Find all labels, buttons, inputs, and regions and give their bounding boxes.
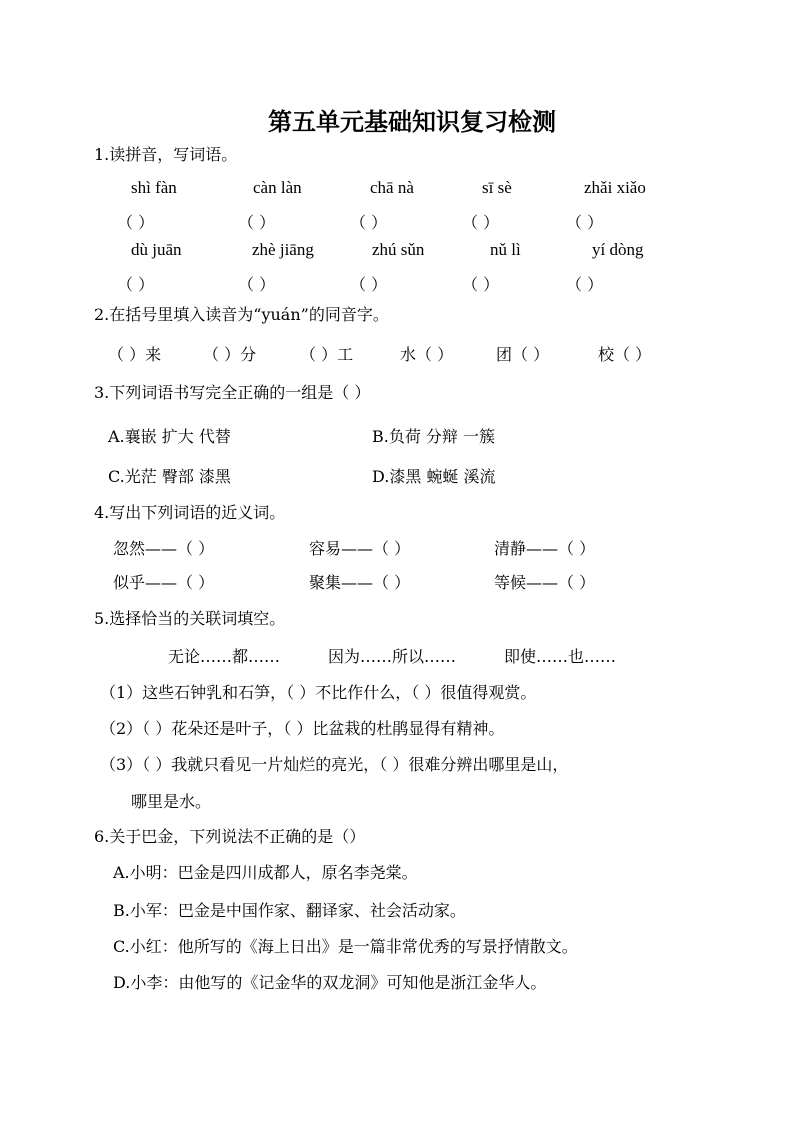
q4-item-6[interactable]: 等候——（ ） (494, 573, 596, 592)
q1-pinyin-3: chā nà (370, 178, 414, 197)
q3-prompt: 3.下列词语书写完全正确的一组是（ ） (94, 383, 371, 402)
q1-pinyin-6: dù juān (131, 240, 182, 259)
q3-option-c[interactable]: C.光茫 臀部 漆黑 (108, 467, 231, 486)
q1-blank[interactable]: （ ） (566, 275, 604, 294)
q4-item-4[interactable]: 似乎——（ ） (113, 573, 215, 592)
q5-sentence-1[interactable]: （1）这些石钟乳和石笋，（ ）不比作什么，（ ）很值得观赏。 (100, 683, 537, 702)
q1-blank[interactable]: （ ） (462, 213, 500, 232)
q2-item-3[interactable]: （ ）工 (300, 345, 354, 364)
q4-item-1[interactable]: 忽然——（ ） (113, 539, 215, 558)
q4-prompt: 4.写出下列词语的近义词。 (94, 503, 286, 522)
q1-blank[interactable]: （ ） (566, 213, 604, 232)
q5-sentence-2[interactable]: （2）（ ）花朵还是叶子，（ ）比盆栽的杜鹃显得有精神。 (100, 719, 505, 738)
q6-option-b[interactable]: B.小军：巴金是中国作家、翻译家、社会活动家。 (113, 901, 466, 920)
q4-item-5[interactable]: 聚集——（ ） (309, 573, 411, 592)
q5-sentence-3-cont: 哪里是水。 (131, 792, 212, 811)
q2-prompt: 2.在括号里填入读音为“yuán”的同音字。 (94, 305, 389, 324)
q2-item-5[interactable]: 团（ ） (496, 345, 550, 364)
q1-blank[interactable]: （ ） (238, 275, 276, 294)
q1-blank[interactable]: （ ） (117, 275, 155, 294)
q2-item-2[interactable]: （ ）分 (203, 345, 257, 364)
q5-option-2: 因为……所以…… (328, 647, 457, 666)
q1-pinyin-1: shì fàn (131, 178, 177, 197)
q1-blank[interactable]: （ ） (117, 213, 155, 232)
q1-pinyin-9: nǔ lì (490, 240, 521, 259)
q6-option-a[interactable]: A.小明：巴金是四川成都人，原名李尧棠。 (113, 863, 418, 882)
q6-option-c[interactable]: C.小红：他所写的《海上日出》是一篇非常优秀的写景抒情散文。 (113, 937, 578, 956)
q4-item-3[interactable]: 清静——（ ） (494, 539, 596, 558)
q1-pinyin-7: zhè jiāng (252, 240, 314, 259)
q3-option-b[interactable]: B.负荷 分辩 一簇 (372, 427, 496, 446)
q1-pinyin-8: zhú sǔn (372, 240, 425, 259)
q2-item-1[interactable]: （ ）来 (108, 345, 162, 364)
q5-option-3: 即使……也…… (504, 647, 617, 666)
q5-sentence-3[interactable]: （3）（ ）我就只看见一片灿烂的亮光，（ ）很难分辨出哪里是山， (100, 755, 569, 774)
q3-option-d[interactable]: D.漆黑 蜿蜒 溪流 (372, 467, 496, 486)
q6-option-d[interactable]: D.小李：由他写的《记金华的双龙洞》可知他是浙江金华人。 (113, 973, 547, 992)
q3-option-a[interactable]: A.襄嵌 扩大 代替 (108, 427, 231, 446)
q5-prompt: 5.选择恰当的关联词填空。 (94, 609, 286, 628)
q1-pinyin-10: yí dòng (592, 240, 644, 259)
q1-pinyin-4: sī sè (482, 178, 512, 197)
q1-blank[interactable]: （ ） (238, 213, 276, 232)
q1-blank[interactable]: （ ） (350, 275, 388, 294)
page-title: 第五单元基础知识复习检测 (268, 108, 556, 136)
q1-pinyin-5: zhǎi xiǎo (584, 178, 646, 197)
q1-prompt: 1.读拼音，写词语。 (94, 145, 238, 164)
q4-item-2[interactable]: 容易——（ ） (309, 539, 411, 558)
q6-prompt: 6.关于巴金，下列说法不正确的是（） (94, 827, 366, 846)
q1-blank[interactable]: （ ） (462, 275, 500, 294)
q2-item-4[interactable]: 水（ ） (400, 345, 454, 364)
q1-blank[interactable]: （ ） (350, 213, 388, 232)
q2-item-6[interactable]: 校（ ） (598, 345, 652, 364)
q1-pinyin-2: càn làn (253, 178, 302, 197)
q5-option-1: 无论……都…… (168, 647, 281, 666)
